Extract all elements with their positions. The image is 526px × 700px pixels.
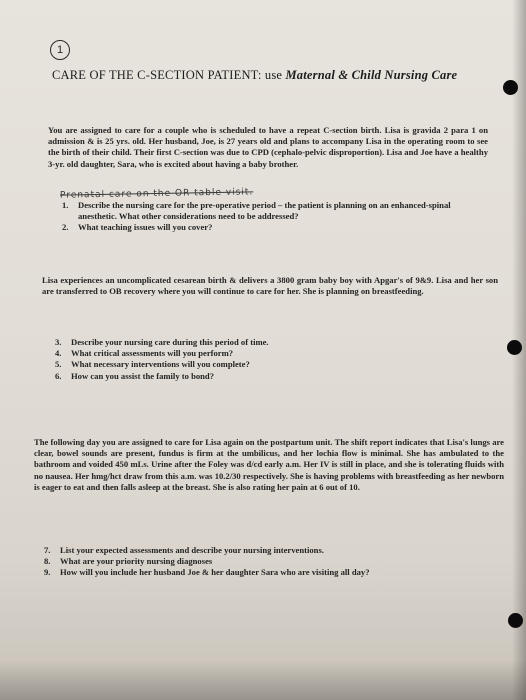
scenario-paragraph-2: Lisa experiences an uncomplicated cesarean birth & delivers a 3800 gram baby boy with Apgar's of 9&9. Lisa and her son are transferred to OB recovery where you will continue to care for her. She is planning on breastfeeding. xyxy=(42,275,498,297)
question-item xyxy=(62,222,482,233)
question-list-2 xyxy=(55,337,475,382)
question-text: What necessary interventions will you complete? xyxy=(71,359,250,370)
binder-hole-top xyxy=(503,80,518,95)
scenario-paragraph-3: The following day you are assigned to care for Lisa again on the postpartum unit. The shift report indicates that Lisa's lungs are clear, bowel sounds are present, fundus is firm at the umbilicus, and her lochia flow is minimal. She has ambulated to the bathroom and voided 450 mLs. Urine after the Foley was d/cd early a.m. Her IV is still in place, and she is tolerating fluids with no nausea. Her hmg/hct draw from this a.m. was 10.2/30 respectively. She is having problems with breastfeeding as her newborn is eager to eat and then falls asleep at the breast. She is also rating her pain at 6 out of 10. xyxy=(34,437,504,492)
question-text: What critical assessments will you perform? xyxy=(71,348,234,359)
scenario-paragraph-1: You are assigned to care for a couple who is scheduled to have a repeat C-section birth. Lisa is gravida 2 para 1 on admission & is 25 yrs. old. Her husband, Joe, is 27 years old and plans to accompany Lisa in the operating room to see the birth of their child. Their first C-section was due to CPD (cephalo-pelvic disproportion). Lisa and Joe have a healthy 3-yr. old daughter, Sara, who is excited about having a baby brother. xyxy=(48,125,488,169)
title-text: CARE OF THE C-SECTION PATIENT: xyxy=(52,68,262,82)
question-text: How will you include her husband Joe & her daughter Sara who are visiting all day? xyxy=(60,567,370,578)
question-list-3 xyxy=(44,545,494,579)
question-item xyxy=(44,567,494,578)
question-number: 6. xyxy=(55,370,62,381)
question-item xyxy=(44,556,494,567)
question-number: 3. xyxy=(55,337,62,347)
question-item xyxy=(55,359,475,370)
question-item xyxy=(55,348,475,359)
question-text: Describe the nursing care for the pre-operative period – the patient is planning on an enhanced-spinal anesthetic. What other considerations need to be addressed? xyxy=(78,200,451,222)
binder-hole-bottom xyxy=(508,613,523,628)
question-number: 7. xyxy=(44,545,51,555)
question-text: What teaching issues will you cover? xyxy=(78,222,213,233)
question-text: Describe your nursing care during this period of time. xyxy=(71,337,269,347)
question-number: 1. xyxy=(62,200,69,210)
question-text: How can you assist the family to bond? xyxy=(71,370,215,381)
question-item xyxy=(55,337,475,348)
question-text: List your expected assessments and describe your nursing interventions. xyxy=(60,545,324,555)
question-number: 8. xyxy=(44,556,51,567)
title-use-text: use xyxy=(264,68,283,82)
question-item xyxy=(44,545,494,556)
question-item xyxy=(55,371,475,382)
question-number: 2. xyxy=(62,222,69,233)
title-reference: Maternal & Child Nursing Care xyxy=(285,68,458,82)
page-number: 1 xyxy=(50,40,70,60)
question-text: What are your priority nursing diagnoses xyxy=(60,556,213,567)
question-number: 4. xyxy=(55,348,62,359)
question-number: 9. xyxy=(44,567,51,578)
binder-hole-middle xyxy=(507,340,522,355)
question-item xyxy=(62,200,482,222)
crossed-out-handwriting: Prenatal care on the OR table visit. xyxy=(59,187,254,201)
page-title xyxy=(52,68,492,83)
question-number: 5. xyxy=(55,359,62,370)
page-shadow-bottom xyxy=(0,660,526,700)
question-list-1 xyxy=(62,200,482,234)
